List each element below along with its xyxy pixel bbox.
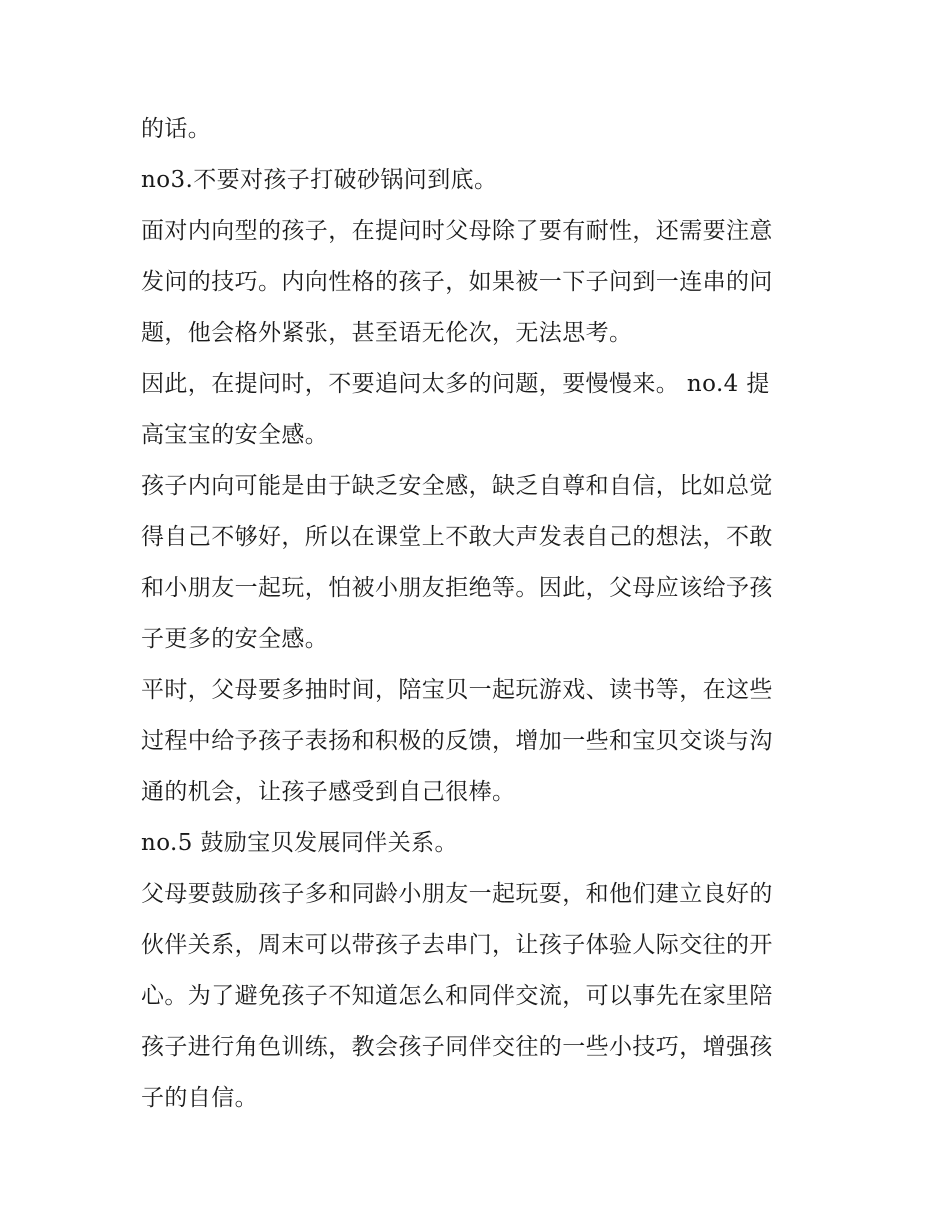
text-line: no3.不要对孩子打破砂锅问到底。 [141,167,498,193]
text-line: 伙伴关系，周末可以带孩子去串门，让孩子体验人际交往的开 [141,932,773,958]
paragraph-security [141,461,813,665]
paragraph-fragment-end [141,104,813,155]
text-line: 孩子进行角色训练，教会孩子同伴交往的一些小技巧，增强孩 [141,1034,773,1060]
text-line: 因此，在提问时，不要追问太多的问题，要慢慢来。 no.4 提 [141,371,770,397]
paragraph-peer-relations [141,869,813,1124]
paragraph-questioning-skills [141,206,813,359]
paragraph-slow-down-heading-no4 [141,359,813,461]
text-line: 题，他会格外紧张，甚至语无伦次，无法思考。 [141,320,633,346]
text-line: 心。为了避免孩子不知道怎么和同伴交流，可以事先在家里陪 [141,983,773,1009]
text-line: 的话。 [141,116,212,142]
text-line: 面对内向型的孩子，在提问时父母除了要有耐性，还需要注意 [141,218,773,244]
text-line: no.5 鼓励宝贝发展同伴关系。 [141,830,458,856]
text-line: 子的自信。 [141,1085,258,1111]
paragraph-spend-time [141,665,813,818]
text-line: 子更多的安全感。 [141,626,329,652]
text-line: 高宝宝的安全感。 [141,422,329,448]
heading-no5 [141,818,813,869]
text-line: 发问的技巧。内向性格的孩子，如果被一下子问到一连串的问 [141,269,773,295]
text-line: 过程中给予孩子表扬和积极的反馈，增加一些和宝贝交谈与沟 [141,728,773,754]
text-line: 和小朋友一起玩，怕被小朋友拒绝等。因此，父母应该给予孩 [141,575,773,601]
heading-no3 [141,155,813,206]
text-line: 父母要鼓励孩子多和同龄小朋友一起玩耍，和他们建立良好的 [141,881,773,907]
document-body [141,104,813,1124]
text-line: 得自己不够好，所以在课堂上不敢大声发表自己的想法，不敢 [141,524,773,550]
text-line: 平时，父母要多抽时间，陪宝贝一起玩游戏、读书等，在这些 [141,677,773,703]
text-line: 通的机会，让孩子感受到自己很棒。 [141,779,516,805]
text-line: 孩子内向可能是由于缺乏安全感，缺乏自尊和自信，比如总觉 [141,473,773,499]
